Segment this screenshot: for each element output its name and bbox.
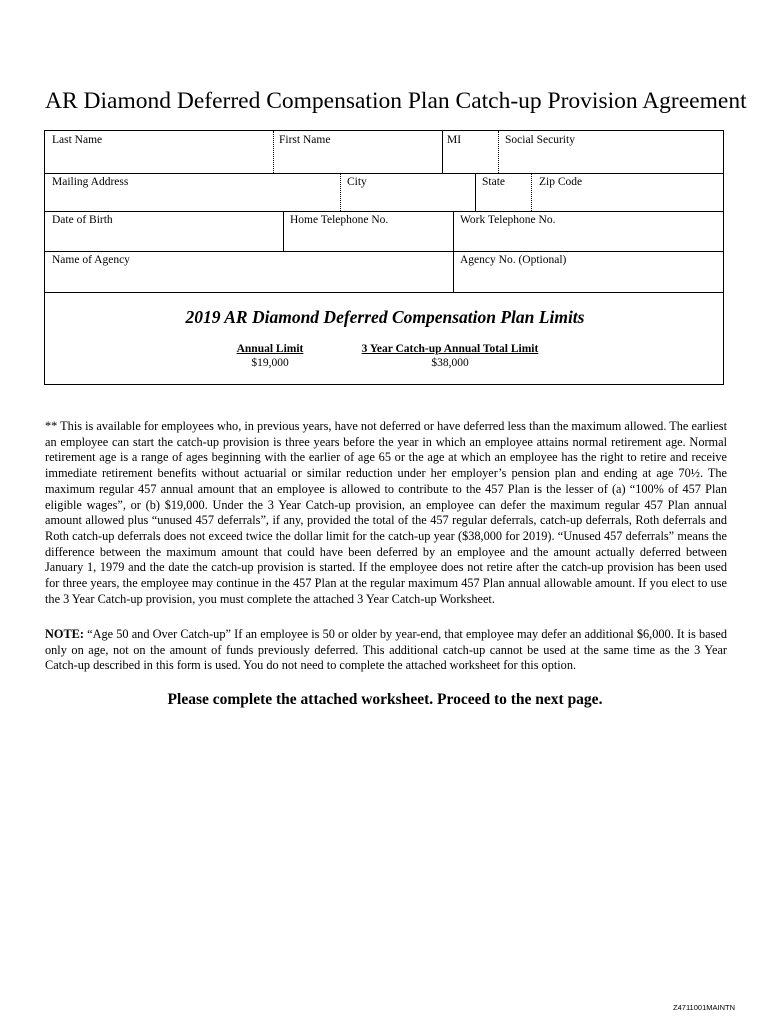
note-label: NOTE: — [45, 627, 84, 641]
catchup-limit — [350, 342, 550, 370]
catchup-limit-value: $38,000 — [431, 357, 469, 369]
worksheet-instruction: Please complete the attached worksheet. Proceed to the next page. — [167, 691, 603, 708]
home-telephone-field[interactable]: Home Telephone No. — [290, 214, 389, 226]
last-name-field[interactable]: Last Name — [52, 134, 103, 146]
first-name-field[interactable]: First Name — [279, 134, 331, 146]
personal-info-form — [44, 130, 724, 385]
work-telephone-field[interactable]: Work Telephone No. — [460, 214, 556, 226]
note-paragraph — [45, 627, 727, 674]
city-field[interactable]: City — [347, 176, 367, 188]
agency-number-field[interactable]: Agency No. (Optional) — [460, 254, 567, 266]
column-divider — [531, 173, 532, 211]
zip-code-field[interactable]: Zip Code — [539, 176, 583, 188]
state-field[interactable]: State — [482, 176, 505, 188]
column-divider — [453, 251, 454, 292]
column-divider — [442, 131, 443, 173]
column-divider — [340, 173, 341, 211]
eligibility-paragraph: ** This is available for employees who, in previous years, have not deferred or have deferred less than the maximum allowed. The earliest an employee can start the catch-up provision is three years before the year in which an employee attains normal retirement age. Normal retirement age is a range of ages beginning with the earlier of age 65 or the age at which an employee has the right to retire and receive immediate retirement benefits without actuarial or similar reduction under her employer’s pension plan and ending at age 70½. The maximum regular 457 annual amount that an employee is allowed to contribute to the 457 Plan is the lesser of (a) “100% of 457 Plan eligible wages”, or (b) $19,000. Under the 3 Year Catch-up provision, an employee can defer the maximum regular 457 Plan annual amount allowed plus “unused 457 deferrals”, if any, provided the total of the 457 regular deferrals, catch-up deferrals, Roth deferrals and Roth catch-up deferrals does not exceed twice the dollar limit for the catch-up year ($38,000 for 2019). “Unused 457 deferrals” means the difference between the maximum amount that could have been deferred by an employee and the amount actually deferred between January 1, 1979 and the date the catch-up provision is started. If the employee does not retire after the catch-up provision has been used for three years, the employee may continue in the 457 Plan at the regular maximum 457 Plan annual allowable amount. If you elect to use the 3 Year Catch-up provision, you must complete the attached 3 Year Catch-up Worksheet. — [45, 419, 727, 606]
column-divider — [498, 131, 499, 173]
page-title: AR Diamond Deferred Compensation Plan Catch-up Provision Agreement — [45, 88, 747, 114]
annual-limit — [215, 342, 325, 370]
column-divider — [283, 211, 284, 251]
row-divider — [45, 292, 723, 293]
row-divider — [45, 251, 723, 252]
column-divider — [475, 173, 476, 211]
form-code: Z4711001MAINTN — [673, 1003, 735, 1012]
annual-limit-value: $19,000 — [251, 357, 289, 369]
row-divider — [45, 211, 723, 212]
mi-field[interactable]: MI — [447, 134, 462, 146]
date-of-birth-field[interactable]: Date of Birth — [52, 214, 113, 226]
column-divider — [453, 211, 454, 251]
social-security-field[interactable]: Social Security — [505, 134, 575, 146]
note-text: “Age 50 and Over Catch-up” If an employee is 50 or older by year-end, that employee may defer an additional $6,000. It is based only on age, not on the amount of funds previously deferred. This additional catch-up cannot be used at the same time as the 3 Year Catch-up described in this form is used. You do not need to complete the attached worksheet for this option. — [45, 627, 727, 673]
column-divider — [273, 131, 274, 173]
agency-name-field[interactable]: Name of Agency — [52, 254, 130, 266]
annual-limit-label: Annual Limit — [236, 343, 304, 355]
plan-limits-title: 2019 AR Diamond Deferred Compensation Plan Limits — [185, 307, 585, 327]
mailing-address-field[interactable]: Mailing Address — [52, 176, 129, 188]
row-divider — [45, 173, 723, 174]
catchup-limit-label: 3 Year Catch-up Annual Total Limit — [361, 343, 539, 355]
